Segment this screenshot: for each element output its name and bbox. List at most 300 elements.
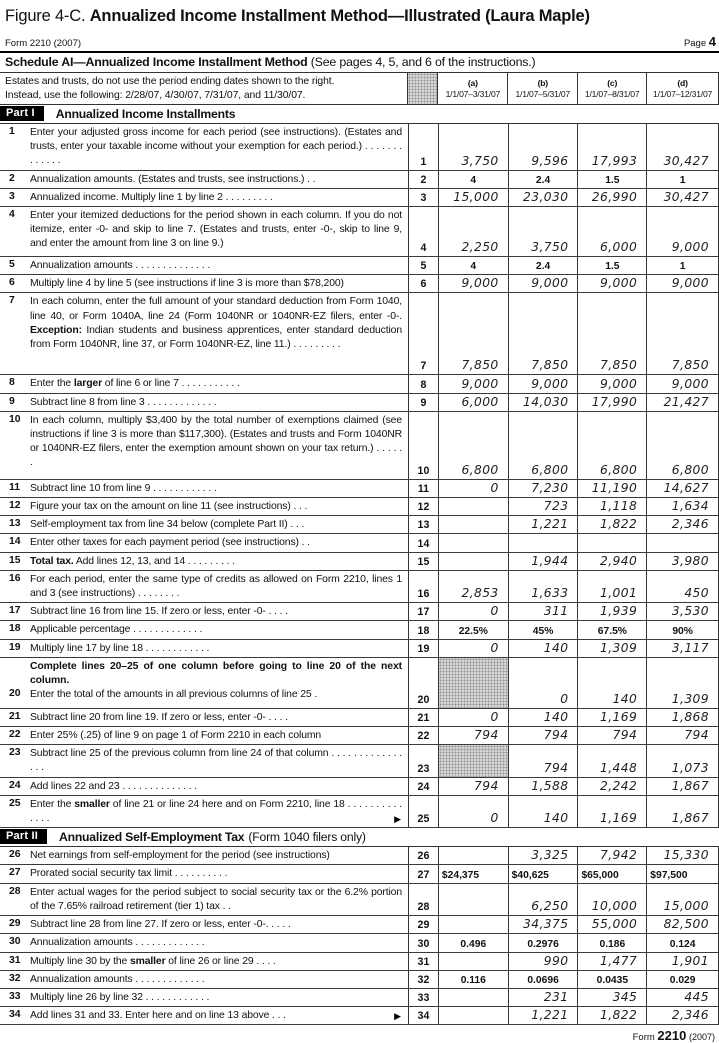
- value-cell-b-line-4: 3,750: [508, 207, 578, 256]
- value-cell-b-line-29: 34,375: [508, 916, 578, 933]
- value-cell-a-line-23: [438, 745, 508, 776]
- row-description: [0, 709, 408, 726]
- grid-line-number: 4: [408, 207, 438, 256]
- part2-bar: [0, 828, 719, 847]
- value-cell-a-line-9: 6,000: [438, 394, 508, 411]
- value-cell-a-line-8: 9,000: [438, 375, 508, 392]
- line-number: 17: [9, 605, 21, 617]
- description-paragraph: [0, 605, 406, 619]
- form-row-15: [0, 553, 718, 571]
- line-number: 16: [9, 572, 21, 584]
- value-cell-b-line-7: 7,850: [508, 293, 578, 374]
- description-paragraph: [0, 936, 406, 950]
- row-description: [0, 989, 408, 1006]
- column-d-label: (d): [677, 78, 688, 88]
- text-segment: In each column, multiply $3,400 by the total number of exemptions claimed (see instructions if line 3 is more than $117,300). (Estates and trusts and Form 1040NR or 1040NR-EZ filers, enter the exemption amount shown on your tax return.) . . . . . .: [30, 414, 402, 469]
- value-cell-a-line-11: 0: [438, 480, 508, 497]
- description-paragraph: [0, 126, 406, 169]
- description-paragraph: [0, 173, 406, 187]
- value-cell-d-line-21: 1,868: [646, 709, 718, 726]
- value-cell-b-line-25: 140: [508, 796, 578, 827]
- value-cell-d-line-33: 445: [646, 989, 718, 1006]
- description-paragraph: [0, 482, 406, 496]
- description-text: [30, 936, 406, 950]
- value-cell-c-line-13: 1,822: [577, 516, 646, 533]
- value-cell-d-line-32: 0.029: [646, 971, 718, 988]
- value-cell-d-line-26: 15,330: [646, 847, 718, 864]
- row-description: [0, 778, 408, 795]
- row-description: [0, 1007, 408, 1024]
- form-row-18: [0, 621, 718, 639]
- value-cell-d-line-34: 2,346: [646, 1007, 718, 1024]
- value-cell-c-line-3: 26,990: [577, 189, 646, 206]
- grid-line-number: 2: [408, 171, 438, 188]
- value-cell-a-line-27: $24,375: [438, 865, 508, 882]
- description-text: [30, 573, 406, 601]
- grid-line-number: 33: [408, 989, 438, 1006]
- description-paragraph: [0, 798, 406, 826]
- line-number: 33: [9, 990, 21, 1002]
- row-description: [0, 571, 408, 602]
- row-description: [0, 275, 408, 292]
- description-paragraph: [0, 295, 406, 352]
- row-description: [0, 534, 408, 551]
- form-row-28: [0, 884, 718, 916]
- value-cell-a-line-34: [438, 1007, 508, 1024]
- description-text: [30, 396, 406, 410]
- value-cell-b-line-26: 3,325: [508, 847, 578, 864]
- description-paragraph: [0, 918, 406, 932]
- value-cell-c-line-14: [577, 534, 646, 551]
- part2-title: Annualized Self-Employment Tax: [58, 829, 245, 844]
- value-cell-c-line-12: 1,118: [577, 498, 646, 515]
- page-number: 4: [708, 34, 716, 49]
- line-number: 31: [9, 954, 21, 966]
- line-number: 3: [9, 190, 15, 202]
- description-paragraph: [0, 867, 406, 881]
- description-paragraph: [0, 518, 406, 532]
- description-paragraph: [0, 973, 406, 987]
- grid-line-number: 10: [408, 412, 438, 479]
- grid-line-number: 11: [408, 480, 438, 497]
- value-cell-d-line-27: $97,500: [646, 865, 718, 882]
- grid-line-number: 3: [408, 189, 438, 206]
- line-number: 6: [9, 277, 15, 289]
- value-cell-d-line-22: 794: [646, 727, 718, 744]
- description-text: [30, 377, 406, 391]
- line-number: 14: [9, 536, 21, 548]
- value-cell-c-line-29: 55,000: [577, 916, 646, 933]
- value-cell-b-line-28: 6,250: [508, 884, 578, 915]
- line-number: 5: [9, 259, 15, 271]
- form-row-31: [0, 953, 718, 971]
- value-cell-d-line-14: [646, 534, 718, 551]
- description-paragraph: [0, 623, 406, 637]
- form-row-21: [0, 709, 718, 727]
- text-segment: Enter your adjusted gross income for each period (see instructions). (Estates and trusts, enter your taxable income without your exemption for each period.) . . . . . . . . . . . . .: [30, 127, 402, 167]
- bold-text: Total tax.: [30, 555, 74, 567]
- value-cell-a-line-17: 0: [438, 603, 508, 620]
- value-cell-d-line-30: 0.124: [646, 934, 718, 951]
- text-segment: Subtract line 20 from line 19. If zero or less, enter -0- . . . .: [30, 711, 288, 723]
- column-header-c: [577, 73, 646, 104]
- grid-line-number: 32: [408, 971, 438, 988]
- description-paragraph: [0, 991, 406, 1005]
- form-id: Form 2210 (2007): [5, 38, 82, 49]
- line-number: 1: [9, 126, 15, 137]
- value-cell-c-line-21: 1,169: [577, 709, 646, 726]
- grid-line-number: 15: [408, 553, 438, 570]
- description-text: [30, 688, 406, 702]
- value-cell-c-line-2: 1.5: [577, 171, 646, 188]
- value-cell-c-line-25: 1,169: [577, 796, 646, 827]
- text-segment: Multiply line 26 by line 32 . . . . . . . . . . . .: [30, 991, 210, 1003]
- row-description: [0, 207, 408, 256]
- grid-line-number: 24: [408, 778, 438, 795]
- value-cell-b-line-8: 9,000: [508, 375, 578, 392]
- page-indicator: [684, 34, 716, 49]
- description-text: [30, 973, 406, 987]
- line-number: 13: [9, 518, 21, 530]
- text-segment: of line 6 or line 7 . . . . . . . . . . .: [102, 378, 240, 390]
- schedule-subtitle: (See pages 4, 5, and 6 of the instructions.): [310, 55, 536, 69]
- text-segment: Add lines 31 and 33. Enter here and on line 13 above . . .: [30, 1010, 286, 1022]
- grid-line-number: 5: [408, 257, 438, 274]
- description-text: [30, 555, 406, 569]
- value-cell-b-line-19: 140: [508, 640, 578, 657]
- value-cell-b-line-6: 9,000: [508, 275, 578, 292]
- grid-line-number: 31: [408, 953, 438, 970]
- description-paragraph: [0, 396, 406, 410]
- value-cell-b-line-22: 794: [508, 727, 578, 744]
- line-number: 32: [9, 972, 21, 984]
- form-row-14: [0, 534, 718, 552]
- schedule-title: Schedule AI—Annualized Income Installment Method: [5, 55, 308, 69]
- value-cell-a-line-5: 4: [438, 257, 508, 274]
- form-row-25: [0, 796, 718, 828]
- value-cell-c-line-1: 17,993: [577, 124, 646, 170]
- value-cell-a-line-1: 3,750: [438, 124, 508, 170]
- row-description: [0, 257, 408, 274]
- page-footer: [0, 1025, 719, 1043]
- value-cell-d-line-17: 3,530: [646, 603, 718, 620]
- value-cell-a-line-28: [438, 884, 508, 915]
- description-paragraph: [0, 259, 406, 273]
- text-segment: Annualization amounts . . . . . . . . . . . . . .: [30, 260, 211, 272]
- value-cell-a-line-19: 0: [438, 640, 508, 657]
- form-row-2: [0, 171, 718, 189]
- value-cell-b-line-15: 1,944: [508, 553, 578, 570]
- value-cell-b-line-5: 2.4: [508, 257, 578, 274]
- value-cell-a-line-26: [438, 847, 508, 864]
- value-cell-d-line-12: 1,634: [646, 498, 718, 515]
- value-cell-c-line-30: 0.186: [577, 934, 646, 951]
- value-cell-c-line-15: 2,940: [577, 553, 646, 570]
- description-paragraph: [0, 377, 406, 391]
- part1-title: Annualized Income Installments: [55, 106, 236, 121]
- form-row-33: [0, 989, 718, 1007]
- description-text: [30, 536, 406, 550]
- value-cell-b-line-14: [508, 534, 578, 551]
- part2-label: Part II: [0, 829, 47, 844]
- form-row-32: [0, 971, 718, 989]
- grid-line-number: 25: [408, 796, 438, 827]
- form-row-17: [0, 603, 718, 621]
- value-cell-c-line-17: 1,939: [577, 603, 646, 620]
- line-number: 28: [9, 885, 21, 897]
- grid-line-number: 8: [408, 375, 438, 392]
- value-cell-a-line-2: 4: [438, 171, 508, 188]
- value-cell-c-line-22: 794: [577, 727, 646, 744]
- description-paragraph: [0, 849, 406, 863]
- value-cell-b-line-11: 7,230: [508, 480, 578, 497]
- value-cell-d-line-19: 3,117: [646, 640, 718, 657]
- estates-trusts-note: [0, 73, 407, 104]
- form-row-23: [0, 745, 718, 777]
- text-segment: Enter the: [30, 798, 75, 810]
- description-text: [30, 482, 406, 496]
- value-cell-c-line-27: $65,000: [577, 865, 646, 882]
- value-cell-a-line-15: [438, 553, 508, 570]
- page-label: Page: [683, 38, 707, 49]
- form-row-6: [0, 275, 718, 293]
- text-segment: Multiply line 4 by line 5 (see instructions if line 3 is more than $78,200): [30, 278, 344, 290]
- value-cell-d-line-8: 9,000: [646, 375, 718, 392]
- value-cell-a-line-31: [438, 953, 508, 970]
- column-b-range: 1/1/07–5/31/07: [515, 88, 571, 99]
- form-row-10: [0, 412, 718, 480]
- value-cell-b-line-30: 0.2976: [508, 934, 578, 951]
- value-cell-a-line-14: [438, 534, 508, 551]
- description-text: [30, 209, 406, 252]
- value-cell-c-line-5: 1.5: [577, 257, 646, 274]
- line-number: 4: [9, 209, 15, 221]
- grid-line-number: 27: [408, 865, 438, 882]
- figure-title: [0, 0, 719, 34]
- value-cell-b-line-13: 1,221: [508, 516, 578, 533]
- form-row-29: [0, 916, 718, 934]
- line-number: 26: [9, 849, 21, 861]
- pointer-arrow-icon: ▶: [394, 814, 401, 825]
- row-description: [0, 953, 408, 970]
- value-cell-a-line-21: 0: [438, 709, 508, 726]
- column-header-d: [646, 73, 718, 104]
- value-cell-c-line-32: 0.0435: [577, 971, 646, 988]
- figure-title-prefix: Figure 4-C.: [5, 7, 86, 25]
- description-text: [30, 798, 406, 826]
- grid-line-number: 30: [408, 934, 438, 951]
- value-cell-a-line-16: 2,853: [438, 571, 508, 602]
- row-description: [0, 796, 408, 827]
- note-line-1: Estates and trusts, do not use the period ending dates shown to the right.: [5, 76, 335, 87]
- value-cell-d-line-23: 1,073: [646, 745, 718, 776]
- row-description: [0, 621, 408, 638]
- value-cell-b-line-34: 1,221: [508, 1007, 578, 1024]
- column-d-range: 1/1/07–12/31/07: [653, 88, 713, 99]
- value-cell-a-line-4: 2,250: [438, 207, 508, 256]
- pointer-arrow-icon: ▶: [394, 1011, 401, 1022]
- grid-line-number: 29: [408, 916, 438, 933]
- value-cell-d-line-6: 9,000: [646, 275, 718, 292]
- text-segment: Enter your itemized deductions for the period shown in each column. If you do not itemize, enter -0- and skip to line 7. (Estates and trusts, enter -0-, skip to line 9, and enter the amount from line 3 on line 9.): [30, 210, 402, 250]
- form-row-4: [0, 207, 718, 257]
- text-segment: of line 26 or line 29 . . . .: [165, 955, 276, 967]
- column-c-label: (c): [607, 78, 618, 88]
- line-number: 20: [9, 688, 21, 700]
- line-number: 23: [9, 747, 21, 759]
- line-number: 7: [9, 295, 15, 307]
- value-cell-d-line-7: 7,850: [646, 293, 718, 374]
- description-text: [30, 295, 406, 352]
- form-row-7: [0, 293, 718, 375]
- value-cell-d-line-20: 1,309: [646, 658, 718, 708]
- row-description: [0, 516, 408, 533]
- value-cell-b-line-3: 23,030: [508, 189, 578, 206]
- value-cell-a-line-13: [438, 516, 508, 533]
- value-cell-a-line-29: [438, 916, 508, 933]
- value-cell-a-line-7: 7,850: [438, 293, 508, 374]
- description-text: [30, 729, 406, 743]
- bold-text: smaller: [74, 798, 110, 810]
- row-description: [0, 375, 408, 392]
- description-paragraph: [0, 573, 406, 601]
- text-segment: Add lines 12, 13, and 14 . . . . . . . . .: [73, 555, 235, 567]
- row-description: [0, 553, 408, 570]
- form-row-11: [0, 480, 718, 498]
- description-text: [30, 259, 406, 273]
- description-paragraph: [0, 729, 406, 743]
- form-id-line: [0, 34, 719, 53]
- row-description: [0, 394, 408, 411]
- row-description: [0, 640, 408, 657]
- line-number: 25: [9, 797, 21, 809]
- bold-text: larger: [73, 378, 103, 390]
- grid-line-number: 26: [408, 847, 438, 864]
- row-description: [0, 480, 408, 497]
- text-segment: Multiply line 30 by the: [30, 955, 130, 967]
- description-text: [30, 849, 406, 863]
- text-segment: Annualization amounts . . . . . . . . . . . . .: [30, 937, 205, 949]
- text-segment: Multiply line 17 by line 18 . . . . . . . . . . . .: [30, 642, 210, 654]
- header-shaded-cell: [407, 73, 437, 104]
- column-b-label: (b): [537, 78, 548, 88]
- value-cell-d-line-13: 2,346: [646, 516, 718, 533]
- line-number: 18: [9, 623, 21, 635]
- value-cell-d-line-11: 14,627: [646, 480, 718, 497]
- value-cell-d-line-24: 1,867: [646, 778, 718, 795]
- row-description: [0, 658, 408, 708]
- text-segment: Subtract line 16 from line 15. If zero or less, enter -0- . . . .: [30, 606, 288, 618]
- value-cell-a-line-10: 6,800: [438, 412, 508, 479]
- description-text: [30, 414, 406, 471]
- grid-line-number: 6: [408, 275, 438, 292]
- value-cell-d-line-9: 21,427: [646, 394, 718, 411]
- line-number: 15: [9, 554, 21, 566]
- form-row-26: [0, 847, 718, 865]
- value-cell-c-line-24: 2,242: [577, 778, 646, 795]
- description-paragraph: [0, 414, 406, 471]
- value-cell-d-line-18: 90%: [646, 621, 718, 638]
- description-text: [30, 867, 406, 881]
- value-cell-d-line-31: 1,901: [646, 953, 718, 970]
- form-row-5: [0, 257, 718, 275]
- description-paragraph: [0, 955, 406, 969]
- description-text: [30, 191, 406, 205]
- footer-form-number: 2210: [657, 1028, 687, 1043]
- value-cell-d-line-5: 1: [646, 257, 718, 274]
- value-cell-c-line-18: 67.5%: [577, 621, 646, 638]
- text-segment: Subtract line 10 from line 9 . . . . . . . . . . . .: [30, 482, 217, 494]
- schedule-title-line: [0, 53, 719, 73]
- value-cell-c-line-6: 9,000: [577, 275, 646, 292]
- form-row-1: [0, 124, 718, 171]
- form-row-24: [0, 778, 718, 796]
- value-cell-d-line-28: 15,000: [646, 884, 718, 915]
- row-description: [0, 916, 408, 933]
- text-segment: For each period, enter the same type of credits as allowed on Form 2210, lines 1 and 3 (see instructions) . . . . . . . .: [30, 573, 402, 600]
- line-number: 12: [9, 500, 21, 512]
- grid-line-number: 13: [408, 516, 438, 533]
- value-cell-d-line-25: 1,867: [646, 796, 718, 827]
- value-cell-a-line-6: 9,000: [438, 275, 508, 292]
- line-number: 2: [9, 172, 15, 184]
- value-cell-a-line-32: 0.116: [438, 971, 508, 988]
- value-cell-b-line-18: 45%: [508, 621, 578, 638]
- value-cell-d-line-3: 30,427: [646, 189, 718, 206]
- description-text: [30, 886, 406, 914]
- form-row-9: [0, 394, 718, 412]
- part1-label: Part I: [0, 106, 44, 121]
- form-row-34: [0, 1007, 718, 1025]
- value-cell-b-line-23: 794: [508, 745, 578, 776]
- grid-line-number: 16: [408, 571, 438, 602]
- grid-line-number: 22: [408, 727, 438, 744]
- bold-text: Exception:: [30, 324, 82, 336]
- value-cell-b-line-21: 140: [508, 709, 578, 726]
- description-text: [30, 780, 406, 794]
- text-segment: Subtract line 8 from line 3 . . . . . . . . . . . . .: [30, 396, 217, 408]
- value-cell-b-line-17: 311: [508, 603, 578, 620]
- description-text: [30, 642, 406, 656]
- value-cell-c-line-9: 17,990: [577, 394, 646, 411]
- description-paragraph: [0, 711, 406, 725]
- value-cell-b-line-33: 231: [508, 989, 578, 1006]
- line-number: 9: [9, 395, 15, 407]
- description-text: [30, 126, 406, 169]
- value-cell-a-line-24: 794: [438, 778, 508, 795]
- row-description: [0, 412, 408, 479]
- column-a-label: (a): [467, 78, 478, 88]
- form-row-3: [0, 189, 718, 207]
- value-cell-b-line-1: 9,596: [508, 124, 578, 170]
- text-segment: In each column, enter the full amount of your standard deduction from Form 1040, line 40, or Form 1040A, line 24 (Form 1040NR or 1040NR-EZ filers, enter -0-.: [30, 296, 402, 322]
- value-cell-a-line-22: 794: [438, 727, 508, 744]
- text-segment: Applicable percentage . . . . . . . . . . . . .: [30, 624, 203, 636]
- form-row-20: [0, 658, 718, 709]
- value-cell-a-line-12: [438, 498, 508, 515]
- grid-line-number: 19: [408, 640, 438, 657]
- value-cell-c-line-28: 10,000: [577, 884, 646, 915]
- description-paragraph: [0, 642, 406, 656]
- text-segment: Prorated social security tax limit . . . . . . . . . .: [30, 868, 228, 880]
- value-cell-a-line-30: 0.496: [438, 934, 508, 951]
- text-segment: Add lines 22 and 23 . . . . . . . . . . . . . .: [30, 780, 198, 792]
- line-number: 21: [9, 710, 21, 722]
- value-cell-c-line-34: 1,822: [577, 1007, 646, 1024]
- form-row-19: [0, 640, 718, 658]
- annualized-income-table: [0, 124, 719, 828]
- description-text: [30, 918, 406, 932]
